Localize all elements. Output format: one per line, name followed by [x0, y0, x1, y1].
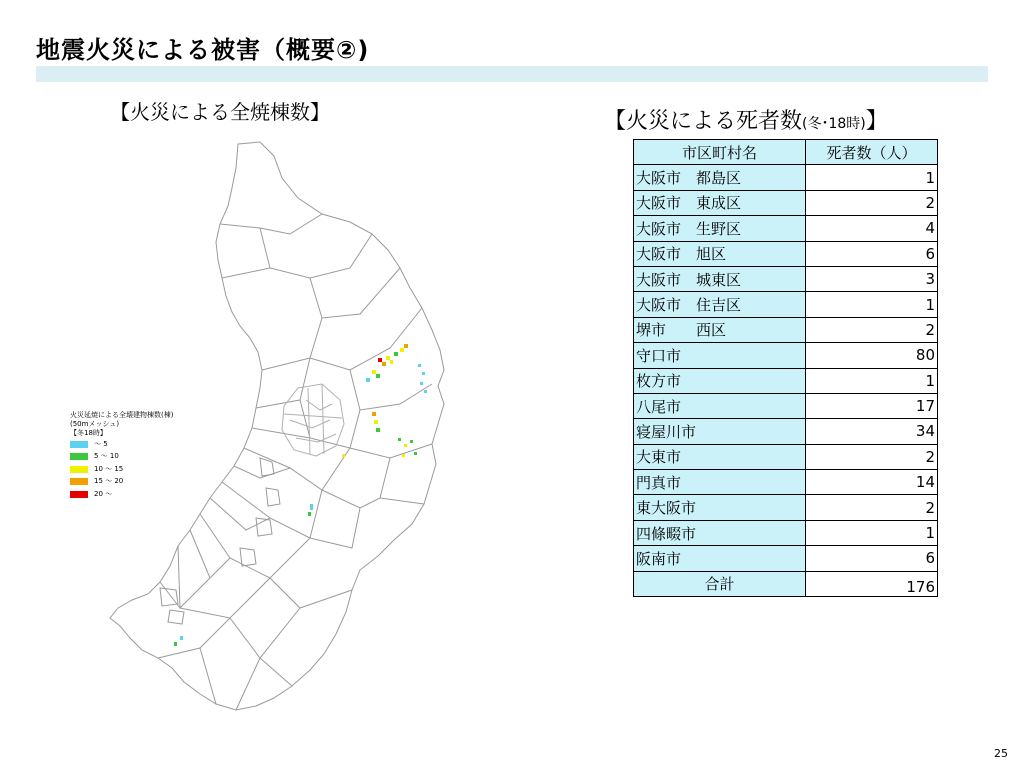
- legend-title: 火災延焼による全壊建物棟数(棟): [70, 411, 174, 419]
- municipality-cell: 大阪市 城東区: [634, 266, 806, 291]
- municipality-cell: 寝屋川市: [634, 419, 806, 444]
- header-deaths: 死者数（人）: [806, 140, 938, 165]
- table-row: [634, 190, 938, 215]
- table-row: [634, 419, 938, 444]
- legend-item: [70, 488, 173, 501]
- total-value-cell: 176: [806, 571, 938, 596]
- legend-label: 15 ～ 20: [94, 477, 124, 486]
- deaths-cell: 6: [806, 546, 938, 571]
- legend-label: 5 ～ 10: [94, 452, 119, 461]
- municipality-cell: 四條畷市: [634, 520, 806, 545]
- coastal-blocks: [160, 458, 280, 624]
- legend-swatch: [70, 478, 88, 485]
- legend-swatch: [70, 441, 88, 448]
- deaths-cell: 3: [806, 266, 938, 291]
- title-underline-bar: [36, 66, 988, 82]
- municipality-cell: 大阪市 旭区: [634, 241, 806, 266]
- page-number: 25: [994, 747, 1008, 760]
- municipality-cell: 大東市: [634, 444, 806, 469]
- municipality-cell: 大阪市 住吉区: [634, 292, 806, 317]
- legend-items: [70, 438, 173, 501]
- municipality-cell: 東大阪市: [634, 495, 806, 520]
- legend-label: ～ 5: [94, 439, 108, 448]
- table-row: [634, 546, 938, 571]
- municipality-cell: 阪南市: [634, 546, 806, 571]
- deaths-cell: 2: [806, 317, 938, 342]
- table-row: [634, 444, 938, 469]
- table-row: [634, 216, 938, 241]
- table-row: [634, 266, 938, 291]
- legend-label: 20 ～: [94, 489, 113, 498]
- legend-item: [70, 451, 173, 464]
- legend-swatch: [70, 466, 88, 473]
- municipality-cell: 枚方市: [634, 368, 806, 393]
- legend-item: [70, 438, 173, 451]
- table-heading: [604, 104, 888, 135]
- deaths-cell: 17: [806, 393, 938, 418]
- table-heading-note: (冬･18時): [802, 116, 866, 132]
- fire-death-table: [633, 139, 938, 597]
- deaths-cell: 4: [806, 216, 938, 241]
- osaka-city-wards: [282, 384, 344, 456]
- deaths-cell: 2: [806, 495, 938, 520]
- deaths-cell: 2: [806, 190, 938, 215]
- table-heading-main: 【火災による死者数: [604, 109, 803, 134]
- deaths-cell: 1: [806, 520, 938, 545]
- table-body: [634, 165, 938, 597]
- deaths-cell: 1: [806, 292, 938, 317]
- legend-subtitle: (50mメッシュ): [70, 420, 120, 428]
- deaths-cell: 2: [806, 444, 938, 469]
- total-label-cell: 合計: [634, 571, 806, 596]
- table-row: [634, 317, 938, 342]
- legend-swatch: [70, 453, 88, 460]
- table-row: [634, 393, 938, 418]
- deaths-cell: 1: [806, 165, 938, 190]
- municipality-cell: 守口市: [634, 343, 806, 368]
- table-header-row: [634, 140, 938, 165]
- deaths-cell: 80: [806, 343, 938, 368]
- table-heading-end: 】: [865, 109, 888, 134]
- legend-label: 10 ～ 15: [94, 464, 124, 473]
- table-row: [634, 495, 938, 520]
- header-municipality: 市区町村名: [634, 140, 806, 165]
- map-heading: 【火災による全焼棟数】: [110, 100, 330, 124]
- legend-item: [70, 476, 173, 489]
- legend-item: [70, 463, 173, 476]
- table-row: [634, 343, 938, 368]
- municipality-cell: 大阪市 東成区: [634, 190, 806, 215]
- municipality-cell: 堺市 西区: [634, 317, 806, 342]
- table-row: [634, 292, 938, 317]
- municipality-cell: 大阪市 都島区: [634, 165, 806, 190]
- table-row: [634, 470, 938, 495]
- deaths-cell: 14: [806, 470, 938, 495]
- deaths-cell: 1: [806, 368, 938, 393]
- map-legend: [70, 411, 173, 501]
- table-row: [634, 368, 938, 393]
- legend-swatch: [70, 491, 88, 498]
- table-row: [634, 241, 938, 266]
- municipality-cell: 八尾市: [634, 393, 806, 418]
- table-row: [634, 520, 938, 545]
- municipality-cell: 門真市: [634, 470, 806, 495]
- deaths-cell: 34: [806, 419, 938, 444]
- total-row: [634, 571, 938, 596]
- legend-condition: 【冬18時】: [70, 429, 107, 437]
- municipality-cell: 大阪市 生野区: [634, 216, 806, 241]
- page-title: 地震火災による被害（概要②): [36, 36, 370, 64]
- table-row: [634, 165, 938, 190]
- deaths-cell: 6: [806, 241, 938, 266]
- municipality-boundaries: [158, 214, 432, 710]
